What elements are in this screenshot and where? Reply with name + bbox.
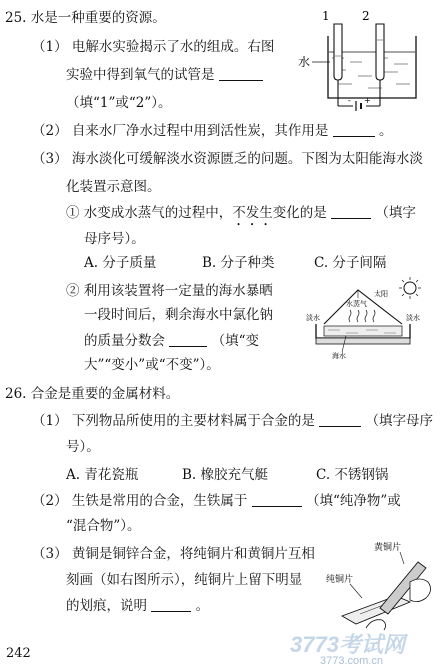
q26-p1-option-a: A. 青花瓷瓶	[66, 467, 139, 483]
q26-p2-num: （2）	[32, 493, 68, 509]
q26-p3-text3: 的划痕，说明	[66, 598, 147, 614]
q25-s1-post: 变化的是	[272, 205, 327, 221]
sun-icon	[404, 282, 416, 294]
vapor-label: 水蒸气	[346, 300, 367, 308]
q25-s2-line2: 一段时间后，剩余海水中氯化钠	[84, 307, 273, 323]
brass-label: 黄铜片	[374, 543, 402, 553]
test-tube-1	[334, 24, 342, 80]
q25-s1-emph: 不发生	[232, 205, 273, 221]
answer-blank[interactable]	[333, 122, 375, 137]
q26-p1-num: （1）	[32, 413, 68, 429]
tube-1-label: 1	[322, 9, 330, 23]
q25-title: 水是一种重要的资源。	[30, 10, 166, 26]
fresh-water-right-label: 淡水	[406, 314, 420, 322]
q25-p3-line1	[32, 149, 423, 169]
water-label: 水	[298, 55, 311, 69]
q25-s1-pre: 水变成水蒸气的过程中，	[83, 205, 233, 221]
q25-p1-text2: 实验中得到氧气的试管是	[66, 67, 215, 83]
q26-p1-text1: 下列物品所使用的主要材料属于合金的是	[71, 413, 315, 429]
q25-s2-line3	[84, 331, 259, 351]
tube-2-label: 2	[362, 9, 370, 23]
q25-heading	[5, 8, 166, 28]
period: 。	[378, 123, 393, 139]
answer-blank[interactable]	[331, 204, 371, 219]
sun-label: 太阳	[374, 290, 388, 298]
q26-title: 合金是重要的金属材料。	[30, 386, 180, 402]
answer-blank[interactable]	[151, 597, 191, 612]
metal-scratch-figure	[326, 538, 438, 636]
q25-s2-text3-tail: （填“变	[211, 333, 259, 349]
electrolysis-figure	[298, 6, 418, 118]
q25-p3-text1: 海水淡化可缓解淡水资源匮乏的问题。下图为太阳能海水淡	[71, 151, 423, 167]
q26-p2-tail: （填“纯净物”或	[305, 493, 401, 509]
watermark-logo: 3773考试网	[290, 632, 405, 657]
q26-number: 26.	[5, 386, 27, 402]
test-tube-2	[376, 24, 384, 80]
q26-p3-line2: 刻画（如右图所示），纯铜片上留下明显	[66, 572, 303, 588]
q25-s2-line1	[66, 281, 273, 301]
watermark-url: 3773.com.cn	[320, 655, 383, 667]
solar-desalination-figure	[306, 276, 430, 360]
q26-p2-text1: 生铁是常用的合金，生铁属于	[71, 493, 248, 509]
q25-s1-option-c: C. 分子间隔	[314, 255, 387, 271]
q25-s1-option-a: A. 分子质量	[84, 255, 157, 271]
answer-blank[interactable]	[252, 492, 302, 507]
hand-icon	[410, 579, 431, 602]
q26-p3-line3	[66, 596, 209, 616]
q25-s2-text3: 的质量分数会	[84, 333, 165, 349]
q25-p1-line2	[66, 65, 263, 85]
q26-p1-line2: 号）。	[66, 439, 100, 455]
q25-s2-text1: 利用该装置将一定量的海水暴晒	[83, 283, 273, 299]
q25-number: 25.	[5, 10, 27, 26]
q26-p1-option-c: C. 不锈钢锅	[316, 467, 389, 483]
period: 。	[195, 598, 210, 614]
q25-p2-text: 自来水厂净水过程中用到活性炭，其作用是	[71, 123, 329, 139]
q26-p2-line1	[32, 491, 401, 511]
q26-p1-tail: （填字母序	[365, 413, 433, 429]
q25-s2-mark: ②	[66, 283, 80, 299]
svg-text:+: +	[364, 96, 371, 105]
q26-p1-option-b: B. 橡胶充气艇	[182, 467, 269, 483]
q26-p1-line1	[32, 411, 433, 431]
q25-s1-line2: 母序号）。	[84, 231, 145, 247]
q25-s1-option-b: B. 分子种类	[202, 255, 275, 271]
fresh-water-left-label: 淡水	[306, 314, 320, 322]
q25-s2-line4: 大”“变小”或“不变”）。	[84, 357, 220, 373]
q25-p1-num: （1）	[32, 39, 68, 55]
q25-p1-text1: 电解水实验揭示了水的组成。右图	[71, 39, 275, 55]
q25-p3-line2: 化装置示意图。	[66, 179, 161, 195]
copper-label: 纯铜片	[326, 575, 354, 585]
answer-blank[interactable]	[319, 412, 361, 427]
q26-heading	[5, 384, 179, 404]
q25-p1-line3: （填“1”或“2”）。	[66, 95, 172, 111]
q25-p2-num: （2）	[32, 123, 68, 139]
q25-p3-num: （3）	[32, 151, 68, 167]
q25-p1-line1	[32, 37, 274, 57]
q26-p2-line2: “混合物”）。	[66, 518, 141, 534]
page-number: 242	[6, 646, 31, 661]
seawater-label: 海水	[332, 352, 346, 360]
q26-p3-line1	[32, 544, 315, 564]
q26-p3-num: （3）	[32, 546, 68, 562]
q25-s1-mark: ①	[66, 205, 80, 221]
q26-p3-text1: 黄铜是铜锌合金，将纯铜片和黄铜片互相	[71, 546, 315, 562]
answer-blank[interactable]	[219, 66, 263, 81]
answer-blank[interactable]	[169, 332, 207, 347]
q25-s1-tail: （填字	[375, 205, 416, 221]
q25-s1-line1	[66, 203, 416, 229]
svg-text:-: -	[348, 96, 351, 105]
q25-p2	[32, 121, 392, 141]
